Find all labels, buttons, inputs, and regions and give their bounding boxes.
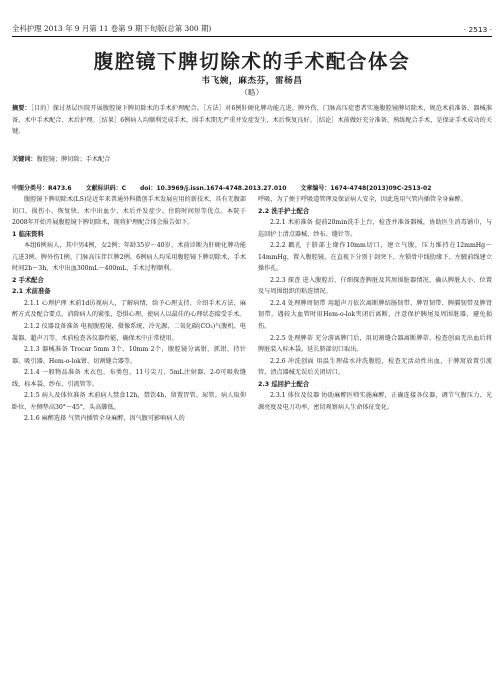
paragraph-2-1-5: 2.1.5 病人及体位准备 术前病人禁食12h，禁饮4h，留置胃管、尿管。病人取仰卧位，左侧垫高30°～45°，头高脚低。: [12, 392, 246, 411]
abstract-label: 摘要：: [12, 105, 31, 112]
clinical-data-paragraph: 本组6例病人，其中男4例，女2例；年龄35岁～40岁，术前诊断为肝硬化脾功能亢进3例、脾外伤1例、门脉高压伴巨脾2例。6例病人均采用腹腔镜下脾切除术，手术时间2h～3h，术中出血300mL～400mL，手术过程顺利。: [12, 242, 246, 273]
page-number: · 2513 ·: [463, 25, 492, 34]
paragraph-2-2-4: 2.2.4 处理脾周韧带 用超声刀依次离断脾结肠韧带、脾胃韧带、脾膈韧带及脾肾韧带，遇较大血管时用Hem-o-lok夹闭后离断，注意保护胰尾及周围脏器，避免损伤。: [258, 299, 492, 331]
keywords-text: 腹腔镜；脾切除；手术配合: [36, 156, 111, 163]
subsection-heading-2-2: 2.2 洗手护士配合: [258, 207, 310, 215]
paragraph-2-2-1: 2.2.1 术前准备 提前20min洗手上台，检查并准备器械，协助医生消毒铺巾，与巡回护士清点器械、纱布、缝针等。: [258, 219, 492, 238]
running-header: [12, 22, 492, 34]
paragraph-2-2-6: 2.2.6 冲洗创面 用温生理盐水冲洗腹腔，检查无活动性出血，于脾窝放置引流管，清点器械无误后关闭切口。: [258, 357, 492, 377]
doi: doi：10.3969/j.issn.1674-4748.2013.27.010: [140, 185, 287, 192]
section-heading-1: 1 临床资料: [12, 230, 44, 238]
paragraph-2-2-2: 2.2.2 戳孔 于脐部上缘作10mm切口，建立气腹，压力维持在12mmHg～14mmHg，置入腹腔镜，在直视下分别于剑突下、左锁骨中线肋缘下、左腋前线建立操作孔。: [258, 242, 492, 273]
affiliation-line: （略）: [240, 88, 264, 97]
paragraph-2-1-4: 2.1.4 一般物品准备 术衣包、布类包、11号尖刀、5mL注射器、2-0可吸收缝线、标本袋、纱布、引流管等。: [12, 369, 246, 388]
paragraph-2-3-1: 2.3.1 体位及仪器 协助麻醉医师实施麻醉，正确连接各仪器，调节气腹压力、光源亮度及电刀功率，密切观察病人生命体征变化。: [258, 392, 492, 411]
subsection-heading-2-3: 2.3 巡回护士配合: [258, 380, 310, 388]
clc-number: 中图分类号：R473.6: [12, 185, 72, 192]
keywords: [12, 154, 492, 165]
left-column: [12, 194, 246, 425]
doc-code: 文献标识码：C: [85, 185, 127, 192]
paragraph-2-1-6: 2.1.6 麻醉选择 气管内插管全身麻醉，因气腹可影响病人的: [24, 415, 185, 423]
right-column: [258, 194, 492, 413]
journal-info: 全科护理 2013 年 9 月第 11 卷第 9 期下旬版(总第 300 期): [12, 24, 212, 33]
continued-paragraph: 呼吸，为了便于呼吸道管理及保证病人安全，因此选用气管内插管全身麻醉。: [258, 196, 467, 203]
abstract-text: ［目的］探讨基层医院开展腹腔镜下脾切除术的手术护理配合。［方法］对6例肝硬化脾功能亢进、脾外伤、门脉高压症患者实施腹腔镜脾切除术，规范术前准备、器械准备、术中手术配合、术后护理。［结果］6例病人均顺利完成手术，围手术期无严重并发症发生，术后恢复良好。［结论］术前做好充分准备，熟练配合手术，是保证手术成功的关键。: [12, 105, 492, 136]
paper-title: 腹腔镜下脾切除术的手术配合体会: [93, 50, 411, 73]
paragraph-2-2-3: 2.2.3 探查 进入腹腔后，仔细探查脾脏及其周围脏器情况，确认脾脏大小、位置及与周围组织的粘连情况。: [258, 276, 492, 296]
article-number: 文章编号：1674-4748(2013)09C-2513-02: [300, 185, 432, 192]
paragraph-2-2-5: 2.2.5 处理脾蒂 充分游离脾门后，用切割缝合器离断脾蒂，检查创面无出血后将脾脏装入标本袋，延长脐部切口取出。: [258, 334, 492, 354]
intro-paragraph: 腹腔镜下脾切除术(LS)是近年来普通外科微创手术发展应用的新技术，具有无腹部切口、损伤小、恢复快、术中出血少、术后并发症少、住院时间短等优点。本院于2008年开始开展腹腔镜下脾切除术，现将护理配合体会报告如下。: [12, 196, 246, 227]
author-line: 韦飞婉，麻杰芬，雷杨昌: [201, 76, 303, 86]
keywords-label: 关键词：: [12, 156, 37, 163]
paragraph-2-1-1: 2.1.1 心理护理 术前1d访视病人，了解病情，给予心理支持，介绍手术方法、麻醉方式及配合要点，消除病人的紧张、恐惧心理，使病人以最佳的心理状态接受手术。: [12, 299, 246, 319]
paragraph-2-1-3: 2.1.3 器械准备 Trocar 5mm 3个、10mm 2个，腹腔镜分离钳、抓钳、持针器、吸引器、Hem-o-lok钳、切割缝合器等。: [12, 346, 246, 365]
abstract: [12, 103, 492, 138]
paragraph-2-1-2: 2.1.2 仪器设备准备 电视腹腔镜、摄像系统、冷光源、二氧化碳(CO₂)气腹机、电凝器、超声刀等，术前检查各仪器性能，确保术中正常使用。: [12, 323, 246, 342]
subsection-heading-2-1: 2.1 术前准备: [12, 288, 51, 296]
section-heading-2: 2 手术配合: [12, 276, 44, 284]
header-rule: [12, 36, 492, 37]
article-meta: [12, 183, 492, 192]
